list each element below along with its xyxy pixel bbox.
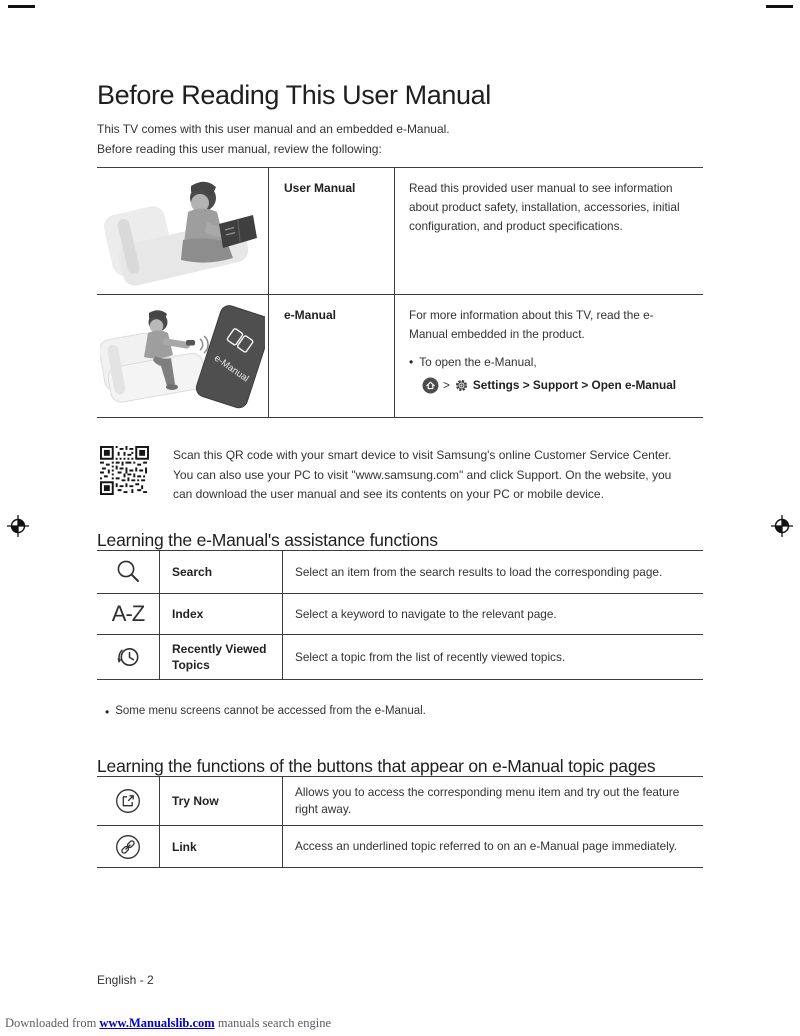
manual-type-label: e-Manual [268, 295, 394, 417]
button-description: Allows you to access the corresponding menu item and try out the feature right away. [282, 777, 703, 825]
intro-line-2: Before reading this user manual, review the following: [97, 142, 382, 156]
function-label: Index [159, 594, 282, 634]
manual-type-description [394, 295, 703, 417]
manual-type-description: Read this provided user manual to see information about product safety, installation, accessories, initial configuration, and product specifications. [394, 168, 703, 294]
button-label: Try Now [159, 777, 282, 825]
settings-gear-icon [454, 378, 469, 393]
emanual-menu-path [422, 376, 689, 395]
assist-functions-table [97, 550, 703, 680]
user-manual-illustration [97, 168, 268, 294]
assist-section-heading: Learning the e-Manual's assistance functions [97, 529, 438, 550]
link-icon [97, 826, 159, 867]
page-title: Before Reading This User Manual [97, 80, 491, 111]
crop-mark-left [8, 5, 35, 8]
history-clock-icon [97, 635, 159, 679]
button-description: Access an underlined topic referred to on an e-Manual page immediately. [282, 826, 703, 867]
qr-section [100, 446, 691, 505]
buttons-section-heading: Learning the functions of the buttons that appear on e-Manual topic pages [97, 755, 656, 776]
crop-mark-right [766, 5, 793, 8]
search-icon [97, 551, 159, 593]
registration-mark-icon [6, 514, 30, 538]
button-label: Link [159, 826, 282, 867]
function-label: Search [159, 551, 282, 593]
function-description: Select a keyword to navigate to the relevant page. [282, 594, 703, 634]
bullet-dot [409, 353, 419, 372]
table-row [97, 551, 703, 594]
manualslib-watermark: Downloaded from www.Manualslib.com manuals search engine [5, 1016, 331, 1030]
function-description: Select a topic from the list of recently viewed topics. [282, 635, 703, 679]
menu-path-text: Settings > Support > Open e-Manual [472, 378, 677, 392]
registration-mark-icon [770, 514, 794, 538]
emanual-note: • Some menu screens cannot be accessed from the e-Manual. [105, 705, 426, 719]
table-row [97, 635, 703, 679]
bullet-dot [105, 705, 115, 719]
az-index-icon: A-Z [111, 601, 145, 626]
table-row [97, 826, 703, 867]
qr-instructions: Scan this QR code with your smart device to visit Samsung's online Customer Service Center. You can also use your PC to visit "www.samsung.com" and click Support. On the website, you can download the user manual and see its contents on your PC or mobile device. [173, 448, 672, 501]
home-icon [422, 377, 439, 394]
manualslib-link[interactable]: www.Manualslib.com [99, 1016, 215, 1030]
function-description: Select an item from the search results to load the corresponding page. [282, 551, 703, 593]
function-label: Recently Viewed Topics [159, 635, 282, 679]
table-row [97, 594, 703, 635]
table-row [97, 168, 703, 295]
emanual-illustration [97, 295, 268, 417]
page-number: English - 2 [97, 973, 154, 987]
intro-text [97, 119, 450, 159]
svg-text:e-Manual: e-Manual [211, 352, 251, 385]
emanual-description: For more information about this TV, read the e-Manual embedded in the product. [409, 308, 654, 341]
manual-type-label: User Manual [268, 168, 394, 294]
table-row [97, 777, 703, 826]
try-now-icon [97, 777, 159, 825]
intro-line-1: This TV comes with this user manual and an embedded e-Manual. [97, 122, 450, 136]
path-separator: > [443, 378, 450, 392]
emanual-open-bullet: • To open the e-Manual, [409, 353, 689, 372]
qr-code [100, 446, 149, 495]
table-row [97, 295, 703, 417]
topic-buttons-table [97, 776, 703, 868]
manual-types-table [97, 167, 703, 418]
